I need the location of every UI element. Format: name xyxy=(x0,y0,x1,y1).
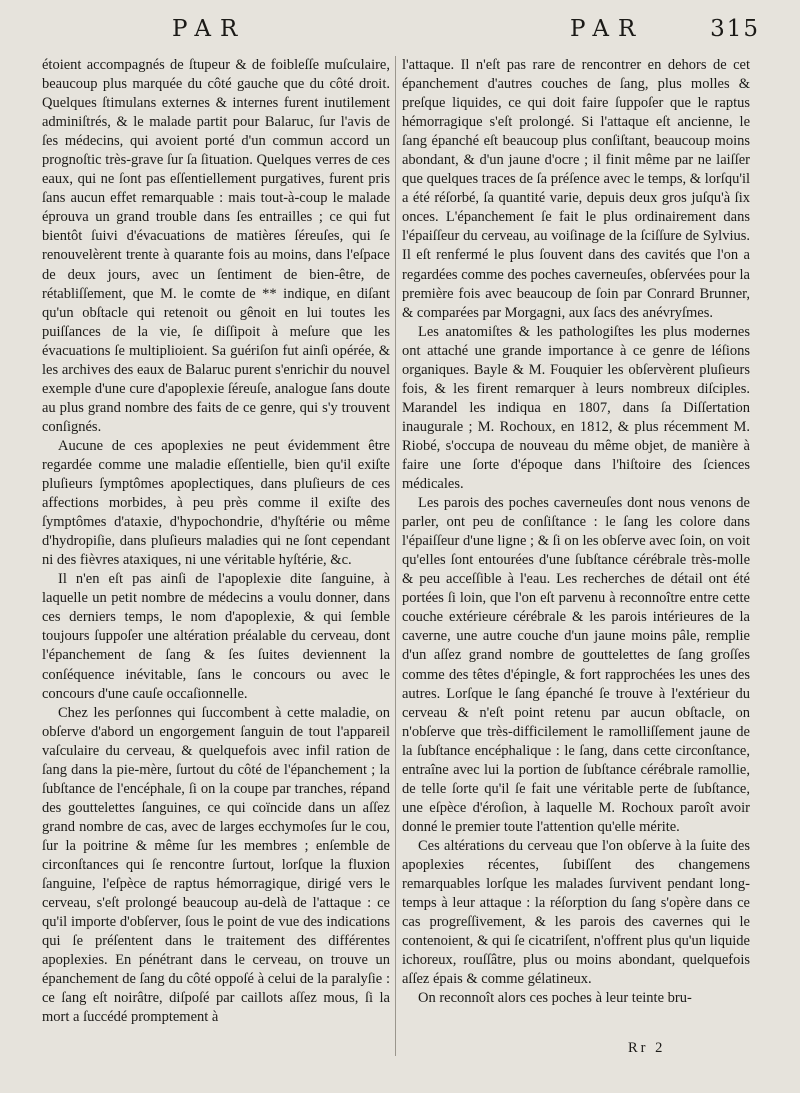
paragraph: Chez les perſonnes qui ſuccombent à cette maladie, on obſerve d'abord un engorgement ſanguin de tout l'appareil vaſculaire du cerveau, & quelquefois avec infil ration de ſang dans la pie-mère, ſurtout du côté de l'épanchement ; la ſubſtance de l'encéphale, ſi on la coupe par tranches, répand des gouttelettes ſanguines, ce qui coïncide dans un aſſez grand nombre de cas, avec de larges ecchymoſes ſur le cou, ſur la poitrine & même ſur les membres ; enſemble de circonſtances qui ſe rencontre ſurtout, lorſque la fluxion ſanguine, l'eſpèce de raptus hémorragique, dirigé vers le cerveau, s'eſt prolongé beaucoup au-delà de l'attaque : ce qu'il importe d'obſerver, ſous le point de vue des indications qui ſe préſentent dans le traitement des différentes apoplexies. En pénétrant dans le cerveau, on trouve un épanchement de ſang du côté oppoſé à celui de la paralyſie : ce ſang eſt noirâtre, diſpoſé par caillots aſſez mous, ſi la mort a ſuccédé promptement à xyxy=(42,704,390,1026)
header-right-title: PAR xyxy=(570,16,645,42)
running-header xyxy=(40,14,760,50)
paragraph: On reconnoît alors ces poches à leur teinte bru- xyxy=(418,990,692,1007)
paragraph: Les parois des poches caverneuſes dont nous venons de parler, ont peu de conſiſtance : le ſang les colore dans l'épaiſſeur d'une ligne ; & ſi on les obſerve avec ſoin, on voit qu'elles ſont entourées d'une ſubſtance cérébrale très-molle & peu acceſſible à l'eau. Les recherches de détail ont été portées ſi loin, que l'on eſt parvenu à reconnoître entre cette couche extérieure cérébrale & les parois intérieures de la caverne, une autre couche d'un jaune moins pâle, remplie d'un aſſez grand nombre de gouttelettes de ſang groſſes comme des têtes d'épingle, & fort rapprochées les unes des autres. Lorſque le ſang épanché ſe trouve à l'extérieur du cerveau & n'eſt point retenu par aucun obſtacle, on n'obſerve que très-difficilement le ramolliſſement jaune de la ſubſtance encéphalique : le ſang, dans cette circonſtance, entraîne avec lui la portion de ſubſtance cérébrale ramollie, de telle ſorte qu'il ſe fait une véritable perte de ſubſtance, une eſpèce d'éroſion, à laquelle M. Rochoux paroît avoir donné le premier toute l'attention qu'elle mérite. xyxy=(402,495,750,835)
signature-mark: Rr 2 xyxy=(628,1040,666,1056)
paragraph: Ces altérations du cerveau que l'on obſerve à la ſuite des apoplexies récentes, ſubiſſent des changemens remarquables lorſque les malades ſurvivent pendant long-temps à leur attaque : la réſorption du ſang s'opère dans ce cas progreſſivement, & les parois des cavernes qui le contenoient, & qui ſe cicatriſent, n'offrent plus qu'un liquide ichoreux, rouſſâtre, plus ou moins abondant, quelquefois aſſez épais & comme gélatineux. xyxy=(402,837,750,988)
column-divider xyxy=(395,56,396,1056)
paragraph: étoient accompagnés de ſtupeur & de foibleſſe muſculaire, beaucoup plus marquée du côté gauche que du côté droit. Quelques ſtimulans externes & internes furent inutilement adminiſtrés, & le malade partit pour Balaruc, ſur l'avis de ſes médecins, qui avoient porté d'un commun accord un prognoſtic très-grave ſur ſa ſituation. Quelques verres de ces eaux, qui ne ſont pas eſſentiellement purgatives, furent pris ſans aucun effet remarquable : mais tout-à-coup le malade éprouva un grand trouble dans ſes entrailles ; ce qui fut bientôt ſuivi d'évacuations de matières ſéreuſes, qui ſe renouvelèrent trente à quarante fois au moins, dans l'eſpace de deux jours, avec un ſentiment de bien-être, de rétabliſſement, que M. le comte de ** indique, en diſant qu'un obſtacle qui retenoit ou gênoit en lui toutes les puiſſances de la vie, ſe diſſipoit à meſure que les évacuations ſe multiplioient. Sa guériſon fut ainſi opérée, & les archives des eaux de Balaruc purent s'enrichir du nouvel exemple d'une cure d'apoplexie ſéreuſe, analogue ſans doute au plus grand nombre des faits de ce genre, qui s'y trouvent conſignés. xyxy=(42,57,390,435)
page-number: 315 xyxy=(710,16,760,42)
right-column xyxy=(402,56,750,1008)
paragraph: Aucune de ces apoplexies ne peut évidemment être regardée comme une maladie eſſentielle, bien qu'il exiſte pluſieurs ſymptômes apoplectiques, dans pluſieurs de ces affections morbides, à peu près comme il exiſte des ſymptômes d'ataxie, d'hypochondrie, d'hyſtérie ou même d'hydropiſie, dans pluſieurs maladies qui ne ſont cependant ni des fièvres ataxiques, ni une véritable hyſtérie, &c. xyxy=(42,437,390,569)
paragraph: Les anatomiſtes & les pathologiſtes les plus modernes ont attaché une grande importance à ce genre de léſions organiques. Bayle & M. Fouquier les obſervèrent pluſieurs fois, & les firent remarquer à leurs nombreux diſciples. Marandel les indiqua en 1807, dans ſa Diſſertation inaugurale ; M. Rochoux, en 1812, & plus récemment M. Riobé, s'occupa de nouveau du même objet, de manière à faire une ſorte d'époque dans l'hiſtoire des ſciences médicales. xyxy=(402,323,750,493)
paragraph: l'attaque. Il n'eſt pas rare de rencontrer en dehors de cet épanchement d'autres couches de ſang, plus molles & preſque liquides, ce qui doit faire ſuppoſer que le raptus hémorragique s'eſt prolongé. Si l'attaque eſt ancienne, le ſang épanché eſt beaucoup plus conſiſtant, beaucoup moins abondant, & d'un jaune d'ocre ; il finit même par ne laiſſer que quelques traces de ſa préſence avec le temps, & lorſqu'il a été réſorbé, ſa quantité varie, depuis deux gros juſqu'à ſix onces. L'épanchement ſe fait le plus ordinairement dans l'épaiſſeur du cerveau, au voiſinage de la ſciſſure de Sylvius. Il eſt renfermé le plus ſouvent dans des cavités que l'on a regardées comme des poches caverneuſes, obſervées pour la première fois avec beaucoup de ſoin par Conrard Brunner, & comparées par Morgagni, aux ſacs des anévryſmes. xyxy=(402,57,750,321)
left-column xyxy=(42,56,390,1027)
paragraph: Il n'en eſt pas ainſi de l'apoplexie dite ſanguine, à laquelle un petit nombre de médecins a voulu donner, dans ces derniers temps, le nom d'apoplexie, & qui ſemble toujours ſuppoſer une altération préalable du cerveau, dont l'épanchement de ſang & ſes ſuites deviennent la conſéquence inévitable, ſans le concours ou avec le concours d'une cauſe occaſionnelle. xyxy=(42,571,390,702)
header-left-title: PAR xyxy=(172,16,247,42)
